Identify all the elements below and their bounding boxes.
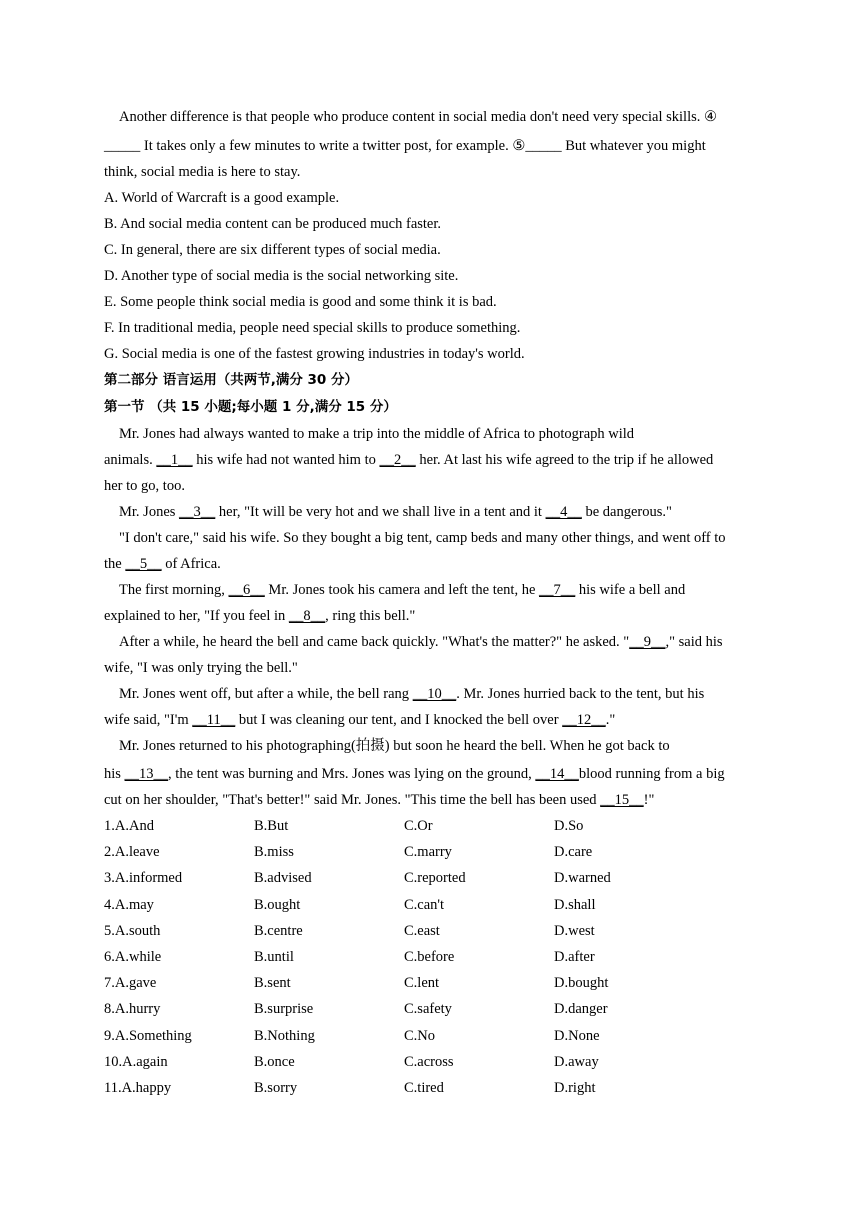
- story-line: [104, 577, 756, 603]
- option-b: B.until: [254, 949, 294, 966]
- option-d: D.bought: [554, 975, 609, 992]
- option-c: C.lent: [404, 975, 440, 992]
- story-text: animals.: [104, 452, 157, 468]
- choice-item: D. Another type of social media is the social networking site.: [104, 268, 459, 284]
- story-text: cut on her shoulder, "That's better!" said Mr. Jones. "This time the bell has been used: [104, 792, 601, 808]
- story-line: [104, 473, 756, 499]
- option-b: B.sent: [254, 975, 291, 992]
- story-text: his wife had not wanted him to: [192, 452, 380, 468]
- choice-item: G. Social media is one of the fastest growing industries in today's world.: [104, 346, 525, 362]
- choice-list: [104, 185, 756, 367]
- option-a: 7.A.gave: [104, 975, 157, 992]
- story-text: explained to her, "If you feel in: [104, 608, 289, 624]
- option-d: D.right: [554, 1080, 596, 1097]
- story-text: blood running from a big: [578, 766, 725, 782]
- options-table: [104, 813, 756, 1101]
- blank-7: __7__: [539, 582, 576, 598]
- blank-6: __6__: [228, 582, 265, 598]
- option-d: D.after: [554, 949, 595, 966]
- story-line: [104, 447, 756, 473]
- blank-3: __3__: [179, 504, 216, 520]
- story-text: the: [104, 556, 126, 572]
- story-line: [104, 421, 756, 447]
- option-b: B.sorry: [254, 1080, 298, 1097]
- story-text: her to go, too.: [104, 478, 185, 494]
- blank-14: __14__: [535, 766, 579, 782]
- option-c: C.reported: [404, 870, 466, 887]
- option-row: [104, 1049, 756, 1075]
- story-text: ," said his: [665, 634, 723, 650]
- choice-item: A. World of Warcraft is a good example.: [104, 190, 340, 206]
- option-row: [104, 970, 756, 996]
- blank-11: __11__: [192, 712, 236, 728]
- option-a: 10.A.again: [104, 1053, 168, 1070]
- story-line: [104, 655, 756, 681]
- story-text: be dangerous.": [581, 504, 672, 520]
- story-line: [104, 603, 756, 629]
- story-text: wife, "I was only trying the bell.": [104, 660, 298, 676]
- cloze-passage: [104, 421, 756, 813]
- option-c: C.safety: [404, 1001, 452, 1018]
- blank-5: __5__: [125, 556, 162, 572]
- story-text: Mr. Jones returned to his photographing(拍摄) but soon he heard the bell. When he got back to: [119, 738, 670, 754]
- story-line: [104, 787, 756, 813]
- story-text: but I was cleaning our tent, and I knocked the bell over: [235, 712, 563, 728]
- option-a: 6.A.while: [104, 949, 162, 966]
- option-row: [104, 1023, 756, 1049]
- option-b: B.advised: [254, 870, 312, 887]
- intro-line: think, social media is here to stay.: [104, 164, 301, 180]
- story-text: Mr. Jones took his camera and left the tent, he: [264, 582, 540, 598]
- story-line: [104, 733, 756, 759]
- option-a: 11.A.happy: [104, 1080, 172, 1097]
- story-text: , the tent was burning and Mrs. Jones was lying on the ground,: [168, 766, 536, 782]
- option-c: C.Or: [404, 818, 433, 834]
- option-a: 1.A.And: [104, 818, 154, 834]
- option-c: C.marry: [404, 844, 452, 861]
- document-page: [104, 104, 756, 1101]
- intro-line: _____ It takes only a few minutes to write a twitter post, for example. ⑤_____ But whatever you might: [104, 138, 706, 154]
- option-c: C.can't: [404, 896, 445, 913]
- blank-2: __2__: [379, 452, 416, 468]
- story-line: [104, 761, 756, 787]
- option-c: C.tired: [404, 1080, 444, 1097]
- blank-15: __15__: [600, 792, 644, 808]
- blank-12: __12__: [562, 712, 606, 728]
- blank-8: __8__: [288, 608, 326, 624]
- option-c: C.before: [404, 949, 455, 966]
- story-line: [104, 681, 756, 707]
- option-a: 9.A.Something: [104, 1027, 192, 1044]
- option-row: [104, 839, 756, 865]
- story-text: Mr. Jones: [119, 504, 180, 520]
- option-d: D.None: [554, 1027, 600, 1044]
- option-row: [104, 813, 756, 839]
- story-line: [104, 629, 756, 655]
- option-row: [104, 944, 756, 970]
- story-text: !": [643, 792, 655, 808]
- story-text: .": [605, 712, 616, 728]
- option-row: [104, 996, 756, 1022]
- option-d: D.shall: [554, 896, 596, 913]
- option-a: 8.A.hurry: [104, 1001, 161, 1018]
- option-row: [104, 1075, 756, 1101]
- option-c: C.east: [404, 922, 440, 939]
- story-text: Mr. Jones had always wanted to make a trip into the middle of Africa to photograph wild: [119, 426, 635, 442]
- option-d: D.danger: [554, 1001, 608, 1018]
- story-text: "I don't care," said his wife. So they bought a big tent, camp beds and many other things, and went off to: [119, 530, 726, 546]
- story-line: [104, 525, 756, 551]
- option-row: [104, 918, 756, 944]
- story-line: [104, 707, 756, 733]
- option-b: B.miss: [254, 844, 294, 861]
- story-text: her. At last his wife agreed to the trip if he allowed: [415, 452, 714, 468]
- story-text: , ring this bell.": [325, 608, 416, 624]
- blank-4: __4__: [545, 504, 582, 520]
- story-text: The first morning,: [119, 582, 229, 598]
- option-c: C.No: [404, 1027, 436, 1044]
- option-b: B.centre: [254, 922, 303, 939]
- story-line: [104, 551, 756, 577]
- option-b: B.surprise: [254, 1001, 314, 1018]
- story-text: of Africa.: [161, 556, 221, 572]
- intro-line: Another difference is that people who produce content in social media don't need very special skills. ④: [119, 109, 717, 125]
- option-d: D.So: [554, 818, 584, 834]
- choice-item: F. In traditional media, people need special skills to produce something.: [104, 320, 521, 336]
- option-d: D.care: [554, 844, 593, 861]
- option-a: 2.A.leave: [104, 844, 160, 861]
- story-text: his: [104, 766, 125, 782]
- option-d: D.away: [554, 1053, 599, 1070]
- blank-1: __1__: [156, 452, 193, 468]
- option-b: B.Nothing: [254, 1027, 315, 1044]
- option-b: B.But: [254, 818, 289, 834]
- intro-paragraph: [104, 104, 756, 185]
- story-text: her, "It will be very hot and we shall live in a tent and it: [215, 504, 546, 520]
- option-c: C.across: [404, 1053, 454, 1070]
- choice-item: E. Some people think social media is good and some think it is bad.: [104, 294, 497, 310]
- story-text: wife said, "I'm: [104, 712, 193, 728]
- story-text: After a while, he heard the bell and came back quickly. "What's the matter?" he asked. ": [119, 634, 630, 650]
- section1-heading: 第一节 （共 15 小题;每小题 1 分,满分 15 分）: [104, 399, 397, 415]
- option-a: 5.A.south: [104, 922, 161, 939]
- blank-9: __9__: [629, 634, 666, 650]
- choice-item: B. And social media content can be produced much faster.: [104, 216, 442, 232]
- option-a: 3.A.informed: [104, 870, 183, 887]
- story-text: his wife a bell and: [575, 582, 686, 598]
- option-d: D.warned: [554, 870, 611, 887]
- option-row: [104, 892, 756, 918]
- blank-10: __10__: [412, 686, 457, 702]
- story-line: [104, 499, 756, 525]
- option-b: B.ought: [254, 896, 301, 913]
- blank-13: __13__: [124, 766, 169, 782]
- part2-heading: 第二部分 语言运用（共两节,满分 30 分）: [104, 372, 359, 388]
- story-text: Mr. Jones went off, but after a while, the bell rang: [119, 686, 413, 702]
- option-row: [104, 865, 756, 891]
- option-d: D.west: [554, 922, 595, 939]
- option-b: B.once: [254, 1053, 295, 1070]
- choice-item: C. In general, there are six different types of social media.: [104, 242, 441, 258]
- story-text: . Mr. Jones hurried back to the tent, but his: [456, 686, 705, 702]
- option-a: 4.A.may: [104, 896, 154, 913]
